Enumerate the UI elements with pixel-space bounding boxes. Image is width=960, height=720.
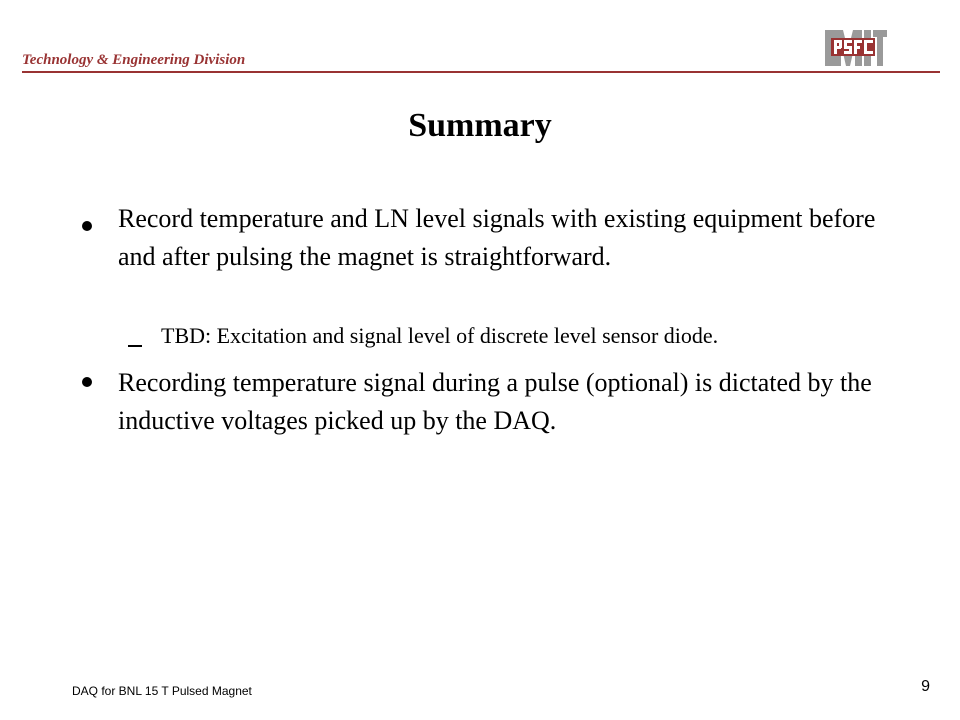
psfc-mit-logo (822, 28, 888, 68)
division-label: Technology & Engineering Division (22, 52, 246, 68)
bullet-marker (82, 221, 92, 231)
bullet-item: Record temperature and LN level signals with existing equipment before and after pulsing the magnet is straightforward. (118, 204, 876, 271)
bullet-marker (82, 377, 92, 387)
dash-marker (128, 345, 142, 347)
slide-title: Summary (408, 107, 552, 144)
sub-bullet-item: TBD: Excitation and signal level of discrete level sensor diode. (161, 323, 719, 348)
bullet-item: Recording temperature signal during a pulse (optional) is dictated by the inductive voltages picked up by the DAQ. (118, 368, 872, 435)
header-rule (22, 71, 940, 73)
footer-title: DAQ for BNL 15 T Pulsed Magnet (72, 684, 252, 698)
page-number: 9 (921, 678, 930, 695)
